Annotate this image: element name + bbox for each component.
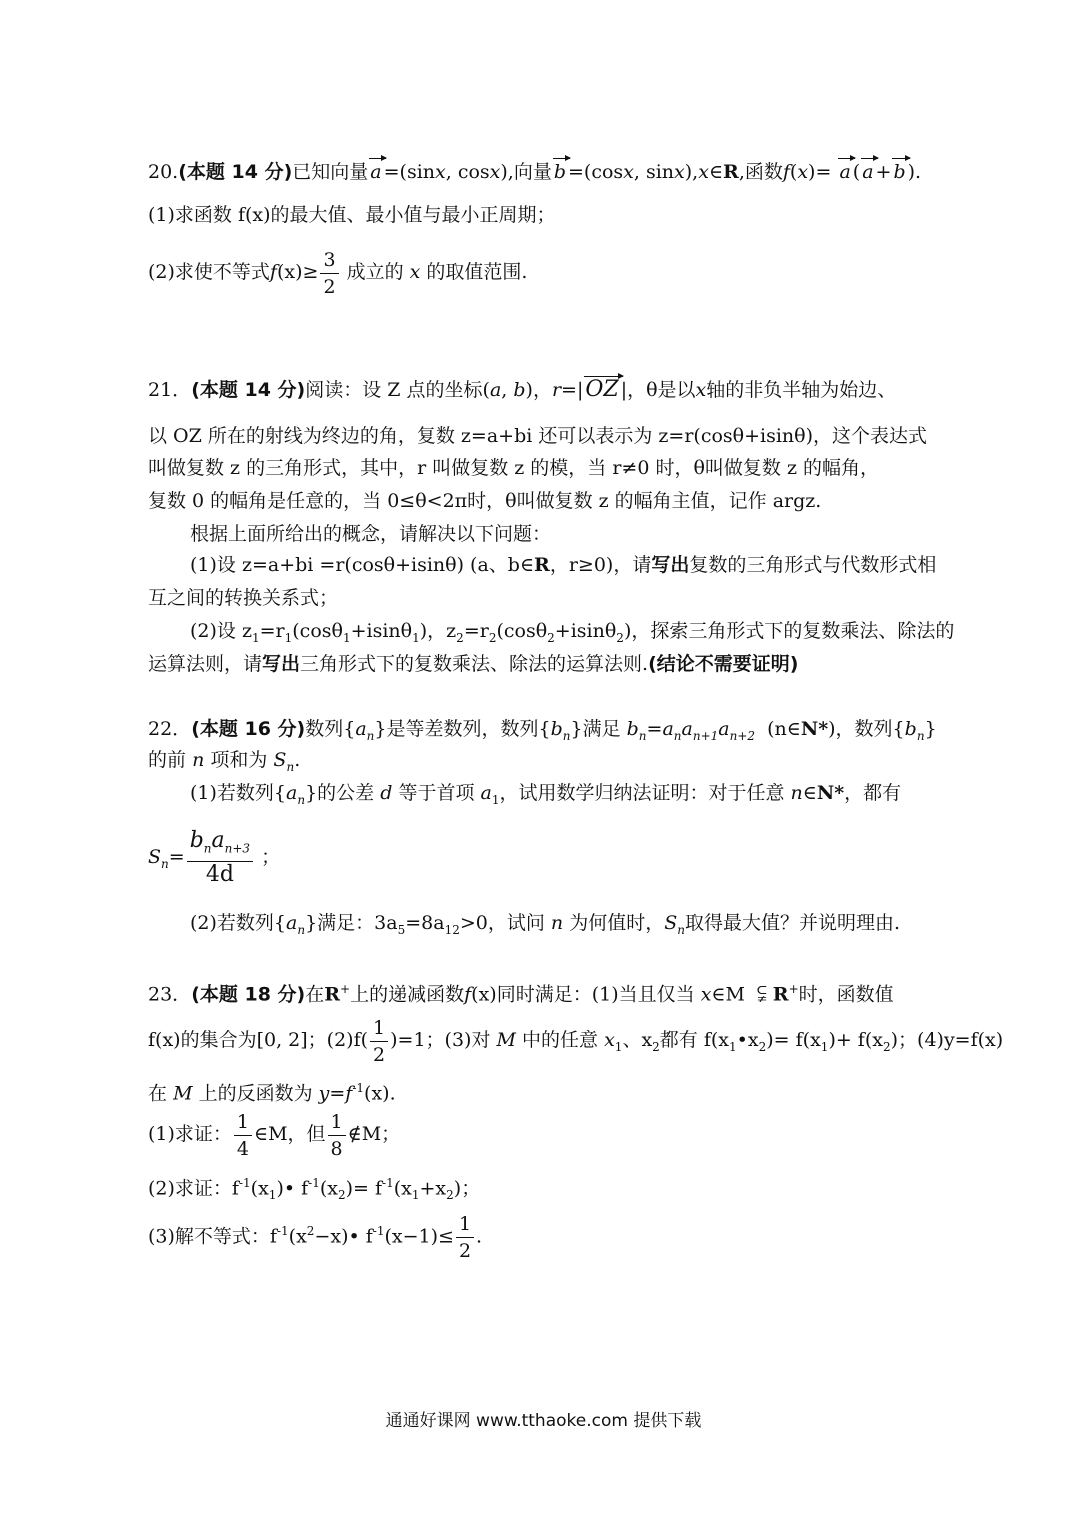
text: ∈ (802, 782, 817, 804)
subscript: 2 (337, 1188, 346, 1203)
fraction-3-2 (320, 247, 338, 300)
text: (cosθ (496, 620, 548, 642)
subscript: n+2 (729, 728, 756, 743)
problem-21-line-1 (148, 375, 977, 405)
text: 三角形式下的复数乘法、除法的运算法则. (300, 653, 649, 675)
text: ),向量 (500, 161, 552, 183)
text: (x (250, 1177, 269, 1200)
subscript: n (638, 728, 647, 743)
problem-23-line-3 (148, 1073, 977, 1108)
func-f: f (464, 983, 472, 1006)
superscript: 2 (306, 1224, 315, 1238)
denominator: 2 (373, 1043, 386, 1066)
var-x: x (674, 161, 685, 183)
text: )，数列{ (828, 718, 905, 740)
subscript: n (562, 728, 571, 743)
text: |，θ是以 (620, 379, 696, 401)
vector-a: a (368, 157, 383, 187)
text: , cos (445, 161, 490, 183)
text: 成立的 (346, 261, 404, 283)
var: b (513, 379, 526, 401)
superscript: -1 (308, 1176, 320, 1190)
text: (1)求证： (148, 1123, 232, 1145)
subscript: 1 (729, 1039, 737, 1054)
var-n: n (790, 782, 803, 804)
text: } (924, 718, 937, 740)
text: )= f(x (766, 1029, 821, 1051)
vector-oz: OZ (583, 375, 620, 405)
subscript: n (673, 728, 682, 743)
numerator: 1 (456, 1211, 474, 1238)
text: =r (259, 620, 285, 642)
subscript: 1 (614, 1039, 623, 1054)
text: )+ f(x (828, 1029, 883, 1051)
text: ； (261, 846, 281, 868)
numerator: 1 (234, 1109, 252, 1136)
text: )，z (419, 620, 457, 642)
text: }的公差 (305, 782, 375, 804)
denominator: 4 (236, 1137, 250, 1160)
text: 在 (148, 1082, 168, 1105)
func-f: f (782, 161, 790, 183)
problem-21-q2-cont (148, 649, 977, 679)
text: +x (419, 1177, 447, 1200)
subscript: 2 (446, 1188, 454, 1203)
subscript: 12 (444, 922, 460, 937)
vector-a: a (860, 157, 875, 187)
problem-21-q1 (190, 550, 977, 580)
numerator (187, 828, 253, 862)
problem-20-statement (148, 157, 977, 187)
problem-number: 21． (148, 379, 192, 401)
text: =a (646, 718, 674, 740)
problem-number: 22． (148, 718, 192, 740)
subscript: n (203, 841, 212, 856)
subscript: 1 (820, 1039, 829, 1054)
subscript: 1 (268, 1188, 277, 1203)
subscript: n+1 (692, 728, 719, 743)
vector-b: b (552, 157, 568, 187)
set-R: R (534, 554, 550, 576)
text: , (501, 379, 514, 401)
problem-20-q2 (148, 244, 977, 300)
text: (x−1)≤ (384, 1225, 454, 1248)
subscript: 2 (758, 1039, 767, 1054)
text: (cosθ (292, 620, 343, 642)
var: a (480, 782, 492, 804)
subscript: 1 (491, 792, 500, 807)
text: }是等差数列，数列{ (374, 718, 551, 740)
text: (1)若数列{ (190, 782, 287, 804)
problem-23-line-2 (148, 1012, 1004, 1075)
subscript: 2 (882, 1039, 891, 1054)
problem-20-q1: (1)求函数 f(x)的最大值、最小值与最小正周期； (148, 204, 556, 226)
var: a (718, 718, 730, 740)
text: , sin (633, 161, 675, 183)
problem-score: (本题 18 分) (191, 983, 306, 1006)
text: ∉M； (347, 1123, 401, 1145)
text: ,函数 (738, 161, 783, 183)
subscript: 5 (397, 922, 406, 937)
text: (x). (364, 1082, 396, 1105)
var-x: x (604, 1029, 615, 1051)
text: +isinθ (350, 620, 413, 642)
text: +isinθ (554, 620, 617, 642)
emphasis: 写出 (651, 554, 690, 576)
var: a (355, 718, 367, 740)
problem-number: 20. (148, 161, 179, 183)
problem-23-q3 (148, 1203, 977, 1264)
var: a (286, 912, 298, 934)
text: 等于首项 (398, 782, 475, 804)
problem-score: (本题 14 分) (191, 379, 306, 401)
text: (1)设 z=a+bi =r(cosθ+isinθ) (a、b∈ (190, 554, 535, 576)
text: 复数的三角形式与代数形式相 (689, 554, 937, 576)
subscript: 2 (488, 630, 497, 645)
text: (2)求证：f (148, 1177, 239, 1200)
text: =(sin (383, 161, 436, 183)
text: (x (319, 1177, 338, 1200)
set-N: N* (816, 782, 845, 804)
subscript: n (297, 922, 306, 937)
set-R: R (772, 983, 789, 1006)
text: )= (808, 161, 832, 183)
text: 中的任意 (522, 1029, 599, 1051)
text: 的取值范围. (426, 261, 528, 283)
var: b (904, 718, 917, 740)
text: )； (453, 1177, 481, 1200)
problem-21-line-4: 复数 0 的幅角是任意的，当 0≤θ<2π时，θ叫做复数 z 的幅角主值，记作 argz. (148, 490, 822, 512)
text: 轴的非负半轴为始边、 (706, 379, 897, 401)
text: ，试用数学归纳法证明：对于任意 (499, 782, 785, 804)
problem-21-q2 (190, 616, 977, 653)
vector-a: a (837, 157, 852, 187)
var-b: b (189, 827, 204, 853)
text: =r (463, 620, 489, 642)
var-S: S (148, 846, 162, 868)
text: 的前 (148, 749, 187, 771)
text: + (875, 161, 892, 183)
subscript: 2 (456, 630, 464, 645)
problem-23-q1 (148, 1106, 977, 1162)
text: >0，试问 (459, 912, 545, 934)
text: )• f (276, 1177, 309, 1200)
text: =8a (405, 912, 445, 934)
footer-source-note: 通通好课网 www.tthaoke.com 提供下载 (385, 1411, 702, 1431)
text: 运算法则，请 (148, 653, 263, 675)
emphasis: (结论不需要证明) (648, 653, 799, 675)
text: 时，函数值 (798, 983, 894, 1006)
problem-23-line-1 (148, 974, 977, 1009)
text: 取得最大值？并说明理由. (685, 912, 901, 934)
var-x: x (695, 379, 707, 401)
text: 在 (305, 983, 325, 1006)
problem-21-line-2: 以 OZ 所在的射线为终边的角，复数 z=a+bi 还可以表示为 z=r(cosθ+isinθ)，这个表达式 (148, 425, 928, 447)
set-R: R (324, 983, 341, 1006)
func-f: f (269, 261, 277, 283)
problem-21-line-5: 根据上面所给出的概念，请解决以下问题： (190, 523, 552, 545)
text: . (476, 1225, 483, 1248)
superscript: + (788, 982, 799, 996)
text: . (294, 749, 301, 771)
numerator: 3 (320, 247, 338, 274)
text: ( (852, 161, 861, 183)
subscript: 2 (616, 630, 624, 645)
text: (x (393, 1177, 412, 1200)
var-n: n (550, 912, 564, 934)
text: ，r≥0)，请 (549, 554, 652, 576)
text: 已知向量 (292, 161, 369, 183)
fraction-1-4 (234, 1109, 252, 1162)
text: ( (789, 161, 798, 183)
var-x: x (797, 161, 809, 183)
subscript: n+3 (224, 841, 251, 856)
var: r (551, 379, 562, 401)
text: 都有 (659, 1029, 698, 1051)
subscript: 2 (652, 1039, 660, 1054)
text: 、x (622, 1029, 653, 1051)
text: =| (561, 379, 584, 401)
superscript: -1 (352, 1081, 365, 1095)
text: ∈ (708, 161, 724, 183)
set-N: N* (800, 718, 829, 740)
var-x: x (698, 161, 709, 183)
var-x: x (489, 161, 501, 183)
problem-number: 23． (148, 983, 192, 1006)
fraction-1-2 (456, 1211, 474, 1264)
var-M: M (173, 1082, 193, 1105)
subscript: 1 (284, 630, 293, 645)
superscript: -1 (276, 1224, 289, 1238)
var-d: d (380, 782, 393, 804)
denominator: 8 (330, 1137, 343, 1160)
text: )， (525, 379, 552, 401)
var-M: M (496, 1029, 516, 1051)
problem-score: (本题 16 分) (191, 718, 306, 740)
subscript: 2 (547, 630, 555, 645)
superscript: -1 (382, 1176, 394, 1190)
text: )=1；(3)对 (390, 1029, 491, 1051)
subscript: 1 (411, 1188, 420, 1203)
text: •x (736, 1029, 759, 1051)
var: a (286, 782, 298, 804)
problem-21-line-3: 叫做复数 z 的三角形式，其中，r 叫做复数 z 的模，当 r≠0 时，θ叫做复数 z 的幅角， (148, 457, 880, 479)
text: y=f (318, 1082, 353, 1105)
text: (x (288, 1225, 307, 1248)
var: b (626, 718, 639, 740)
denominator: 4d (205, 862, 234, 888)
text: ，都有 (844, 782, 902, 804)
text: (2)求使不等式 (148, 261, 270, 283)
text: (2)设 z (190, 620, 252, 642)
text: (3)解不等式：f (148, 1225, 277, 1248)
problem-22-q1 (190, 778, 977, 815)
subscript: n (297, 792, 306, 807)
text: (x)≥ (276, 261, 319, 283)
var-x: x (435, 161, 446, 183)
text: ∈M (711, 983, 745, 1006)
subscript: 1 (251, 630, 260, 645)
text: f(x)的集合为[0, 2]；(2)f( (148, 1029, 369, 1051)
var-x: x (700, 983, 712, 1006)
subscript: n (366, 728, 375, 743)
text: 阅读：设 Z 点的坐标( (305, 379, 490, 401)
problem-21-q1-cont: 互之间的转换关系式； (148, 587, 339, 609)
text: )，探索三角形式下的复数乘法、除法的 (623, 620, 955, 642)
set-R: R (723, 161, 739, 183)
var-S: S (664, 912, 678, 934)
denominator: 2 (323, 275, 336, 298)
problem-22-formula (148, 826, 977, 895)
text: }满足 (570, 718, 621, 740)
subscript: n (916, 728, 925, 743)
var-n: n (192, 749, 205, 771)
subscript: 1 (342, 630, 351, 645)
superscript: + (340, 982, 351, 996)
text: (n∈ (767, 718, 801, 740)
text: (x)同时满足：(1)当且仅当 (471, 983, 695, 1006)
text: ). (907, 161, 922, 183)
vector-b: b (891, 157, 907, 187)
text: ), (684, 161, 699, 183)
proper-subset-symbol: ⫋ (757, 981, 767, 1007)
problem-22-q2 (190, 908, 977, 945)
emphasis: 写出 (262, 653, 301, 675)
text: )= f (345, 1177, 383, 1200)
subscript: n (286, 759, 295, 774)
superscript: -1 (372, 1224, 385, 1238)
var-x: x (623, 161, 634, 183)
var: a (489, 379, 502, 401)
numerator: 1 (328, 1109, 346, 1136)
var: a (681, 718, 693, 740)
var-S: S (273, 749, 287, 771)
subscript: n (161, 856, 169, 871)
text: }满足：3a (305, 912, 398, 934)
var: b (550, 718, 563, 740)
text: =(cos (568, 161, 624, 183)
fraction-1-2 (370, 1015, 388, 1068)
text: = (168, 846, 185, 868)
text: (2)若数列{ (190, 912, 287, 934)
problem-score: (本题 14 分) (178, 161, 293, 183)
text: )；(4)y=f(x) (890, 1029, 1004, 1051)
var-x: x (409, 261, 421, 283)
problem-22-line-2 (148, 745, 977, 782)
subscript: 1 (412, 630, 420, 645)
fraction-1-8 (328, 1109, 346, 1162)
text: f(x (703, 1029, 730, 1051)
text: 为何值时， (569, 912, 665, 934)
numerator: 1 (370, 1015, 388, 1042)
text: −x)• f (314, 1225, 373, 1248)
subscript: n (677, 922, 685, 937)
superscript: -1 (238, 1176, 251, 1190)
text: ∈M，但 (254, 1123, 326, 1145)
text: 项和为 (210, 749, 268, 771)
fraction-sn (187, 828, 253, 888)
denominator: 2 (458, 1239, 472, 1262)
text: 上的反函数为 (198, 1082, 313, 1105)
text: 数列{ (305, 718, 356, 740)
var-a: a (211, 827, 225, 853)
text: 上的递减函数 (350, 983, 465, 1006)
